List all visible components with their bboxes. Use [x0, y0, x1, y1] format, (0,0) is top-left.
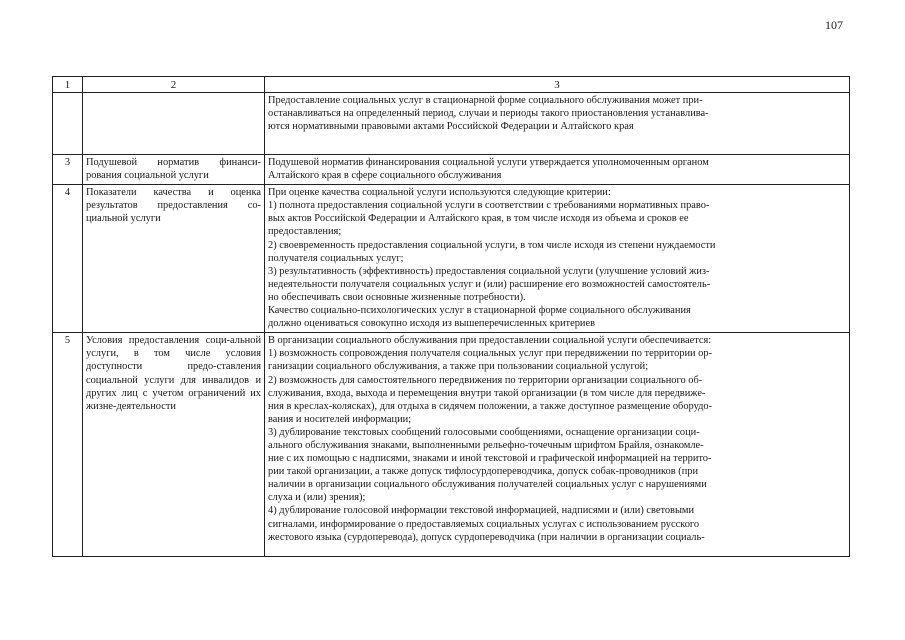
- page-number: 107: [825, 18, 843, 32]
- header-col-2: 2: [83, 77, 265, 93]
- description-line: должно оцениваться совокупно исходя из вышеперечисленных критериев: [268, 318, 595, 330]
- description-line: 2) своевременность предоставления социальной услуги, в том числе исходя из степени нуждаемости: [268, 239, 716, 251]
- row-number: 3: [53, 155, 83, 185]
- description-line: Предоставление социальных услуг в стационарной форме социального обслуживания может при-: [268, 95, 703, 106]
- document-table: [52, 76, 850, 557]
- row-description: [265, 93, 850, 155]
- description-line: В организации социального обслуживания при предоставлении социальной услуги обеспечивается:: [268, 335, 712, 347]
- description-line: служивания, входа, выхода и перемещения внутри такой организации (в том числе для передвиже-: [268, 387, 706, 399]
- description-line: сигналами, информирование о предоставляемых социальных услугах с использованием русского: [268, 518, 700, 530]
- description-line: При оценке качества социальной услуги используются следующие критерии:: [268, 187, 611, 199]
- description-line: вания и носителей информации;: [268, 413, 412, 425]
- description-line: жестового языка (сурдоперевода), допуск сурдопереводчика (при наличии в организации социаль-: [268, 531, 705, 543]
- description-line: получателя социальных услуг;: [268, 252, 404, 264]
- description-line: ального обслуживания знаками, выполненными рельефно-точечным шрифтом Брайля, ознакомле-: [268, 439, 704, 451]
- row-description: [265, 155, 850, 185]
- description-line: 1) полнота предоставления социальной услуги в соответствии с требованиями нормативных право-: [268, 200, 710, 212]
- description-line: ние с их помощью с надписями, знаками и иной текстовой и графической информацией на террито-: [268, 453, 712, 465]
- row-name: [83, 93, 265, 155]
- description-line: 1) возможность сопровождения получателя социальных услуг при передвижении по территории ор-: [268, 348, 713, 360]
- table-row: [53, 185, 850, 333]
- description-line: наличии в организации социального обслуживания получателей социальных услуг с нарушениями: [268, 479, 707, 491]
- description-line: ются нормативными правовыми актами Российской Федерации и Алтайского края: [268, 121, 634, 133]
- table-header-row: [53, 77, 850, 93]
- description-line: ния в креслах-колясках), для отдыха в сидячем положении, а также доступное размещение оборудо-: [268, 400, 713, 412]
- table-row: [53, 93, 850, 155]
- description-line: 2) возможность для самостоятельного передвижения по территории организации социального об-: [268, 374, 703, 386]
- description-line: предоставления;: [268, 226, 342, 238]
- table-row: [53, 333, 850, 557]
- row-number: 4: [53, 185, 83, 333]
- description-line: Подушевой норматив финансирования социальной услуги утверждается уполномоченным органом: [268, 157, 709, 168]
- row-name: Подушевой норматив финанси-рования социальной услуги: [83, 155, 265, 185]
- description-line: 3) результативность (эффективность) предоставления социальной услуги (улучшение условий жиз-: [268, 265, 710, 277]
- row-name: Показатели качества и оценка результатов предоставления со-циальной услуги: [83, 185, 265, 333]
- row-name: Условия предоставления соци-альной услуги, в том числе условия доступности предо-ставления социальной услуги для инвалидов и других лиц с учетом ограничений их жизне-деятельности: [83, 333, 265, 557]
- row-description: [265, 185, 850, 333]
- description-line: недеятельности получателя социальных услуг и (или) расширение его возможностей самостоятель-: [268, 278, 711, 290]
- description-line: 4) дублирование голосовой информации текстовой информацией, надписями и (или) световыми: [268, 505, 695, 517]
- description-line: слуха и (или) зрения);: [268, 492, 366, 504]
- description-line: Алтайского края в сфере социального обслуживания: [268, 170, 502, 182]
- row-number: 5: [53, 333, 83, 557]
- row-description: [265, 333, 850, 557]
- description-line: Качество социально-психологических услуг в стационарной форме социального обслуживания: [268, 305, 691, 317]
- header-col-1: 1: [53, 77, 83, 93]
- description-line: 3) дублирование текстовых сообщений голосовыми сообщениями, оснащение организации соци-: [268, 426, 700, 438]
- description-line: рии такой организации, а также допуск тифлосурдопереводчика, допуск собак-проводников (при: [268, 466, 699, 478]
- description-line: вых актов Российской Федерации и Алтайского края, в том числе исходя из объема и сроков ее: [268, 213, 689, 225]
- table-row: [53, 155, 850, 185]
- header-col-3: 3: [265, 77, 850, 93]
- description-line: ганизации социального обслуживания, а также при пользовании социальной услугой;: [268, 361, 649, 373]
- description-line: останавливаться на определенный период, случаи и периоды такого приостановления устанавлива-: [268, 108, 709, 120]
- description-line: но обеспечивать свои основные жизненные потребности).: [268, 291, 526, 303]
- row-number: [53, 93, 83, 155]
